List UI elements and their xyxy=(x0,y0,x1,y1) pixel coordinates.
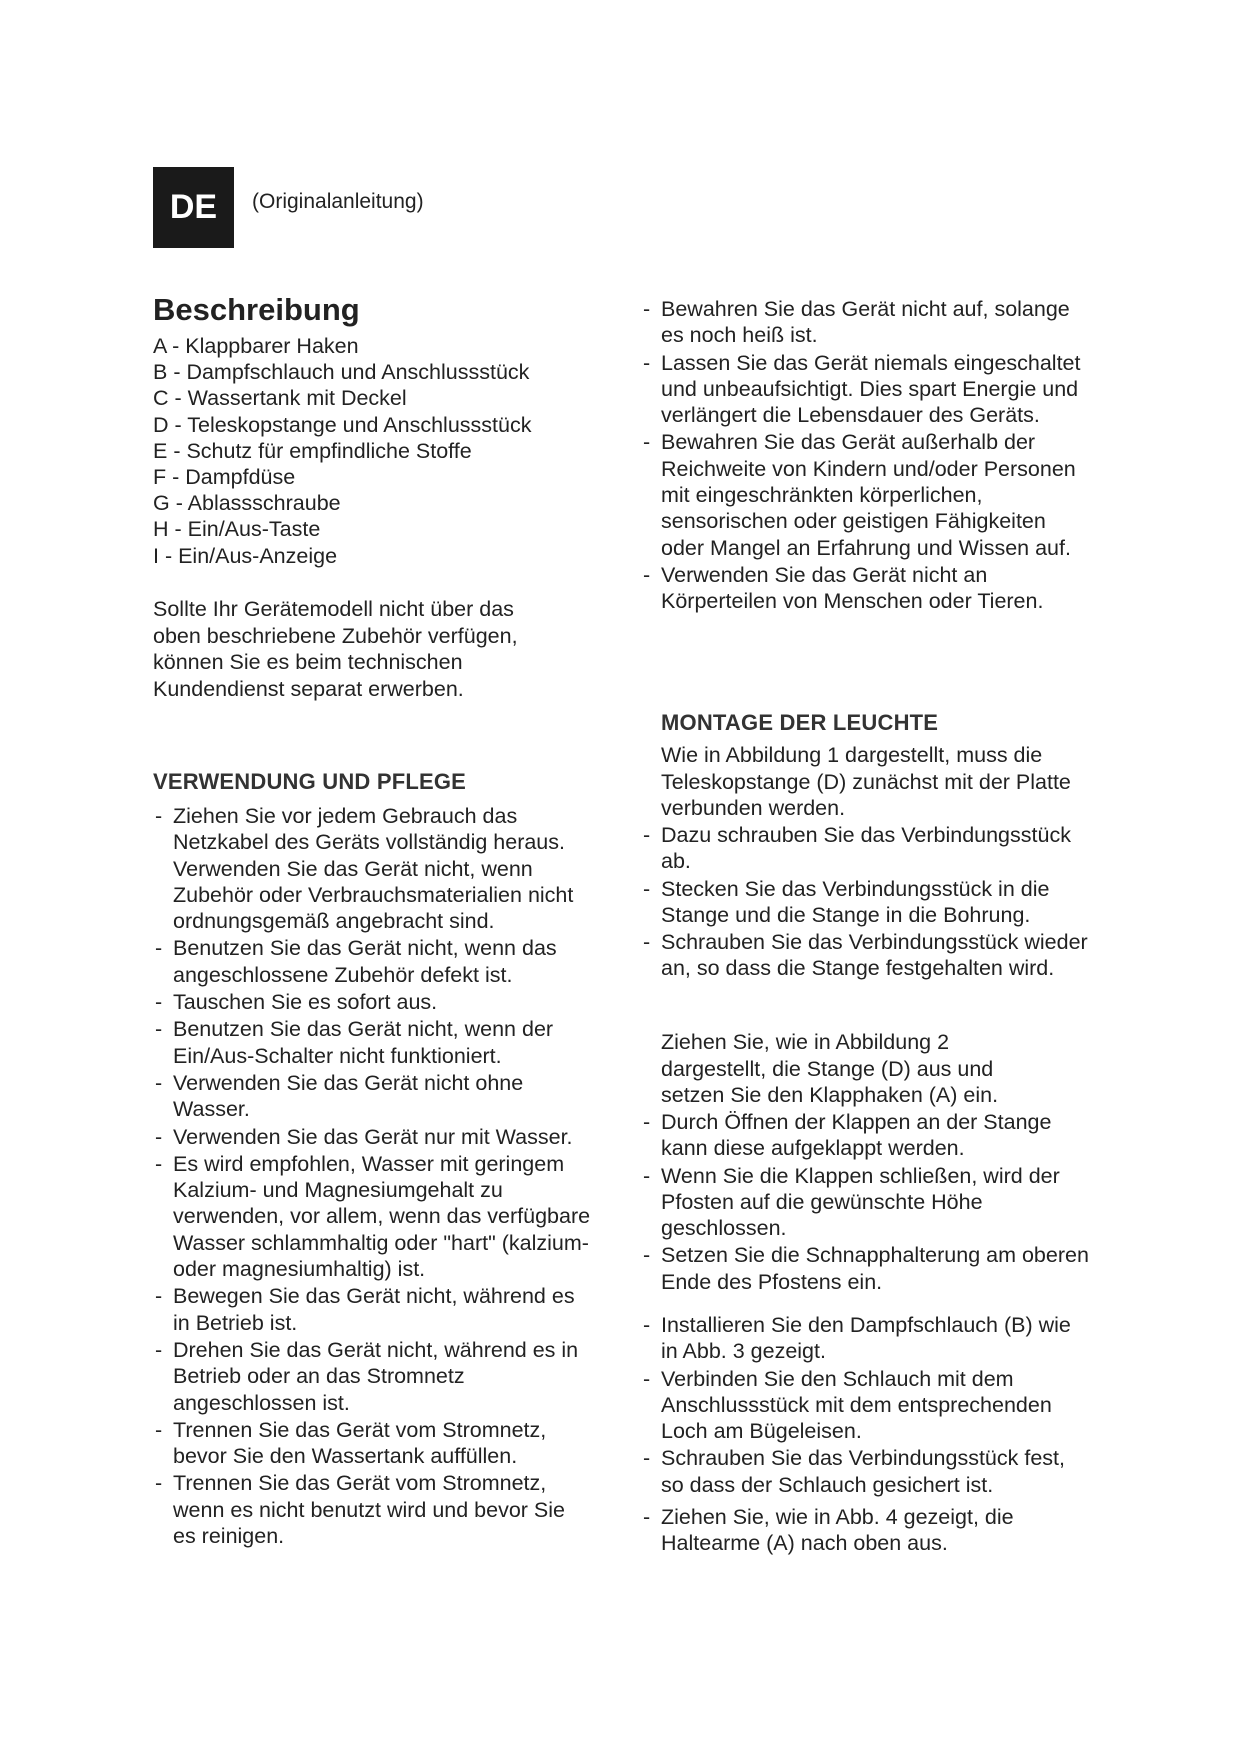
description-title: Beschreibung xyxy=(153,292,360,327)
usage-title: VERWENDUNG UND PFLEGE xyxy=(153,769,467,794)
parts-item: B - Dampfschlauch und Anschlussstück xyxy=(153,360,530,385)
assembly-paragraph-2: Ziehen Sie, wie in Abbildung 2 dargestellt, die Stange (D) aus und setzen Sie den Klapphaken (A) ein. xyxy=(661,1030,999,1107)
list-item: - Wenn Sie die Klappen schließen, wird der Pfosten auf die gewünschte Höhe geschlossen. xyxy=(641,1163,1091,1242)
assembly-steps-4 xyxy=(641,1504,1091,1558)
parts-item: E - Schutz für empfindliche Stoffe xyxy=(153,438,472,463)
list-item: - Drehen Sie das Gerät nicht, während es in Betrieb oder an das Stromnetz angeschlossen ist. xyxy=(153,1337,593,1416)
list-item: - Trennen Sie das Gerät vom Stromnetz, bevor Sie den Wassertank auffüllen. xyxy=(153,1417,593,1470)
list-item: - Tauschen Sie es sofort aus. xyxy=(153,989,593,1015)
list-item: - Verwenden Sie das Gerät nur mit Wasser. xyxy=(153,1124,593,1150)
parts-item: G - Ablassschraube xyxy=(153,491,341,516)
list-item: - Setzen Sie die Schnapphalterung am oberen Ende des Pfostens ein. xyxy=(641,1242,1091,1295)
list-item: - Es wird empfohlen, Wasser mit geringem Kalzium- und Magnesiumgehalt zu verwenden, vor allem, wenn das verfügbare Wasser schlammhaltig oder "hart" (kalzium- oder magnesiumhaltig) ist. xyxy=(153,1151,593,1282)
parts-item: D - Teleskopstange und Anschlussstück xyxy=(153,412,532,437)
list-item: - Verbinden Sie den Schlauch mit dem Anschlussstück mit dem entsprechenden Loch am Bügeleisen. xyxy=(641,1366,1091,1445)
assembly-intro: Wie in Abbildung 1 dargestellt, muss die Teleskopstange (D) zunächst mit der Platte verbunden werden. xyxy=(661,743,1071,820)
parts-item: C - Wassertank mit Deckel xyxy=(153,386,407,411)
parts-item: F - Dampfdüse xyxy=(153,465,296,490)
parts-item: A - Klappbarer Haken xyxy=(153,334,359,358)
list-item: - Bewahren Sie das Gerät außerhalb der Reichweite von Kindern und/oder Personen mit eingeschränkten körperlichen, sensorischen oder geistigen Fähigkeiten oder Mangel an Erfahrung und Wissen auf. xyxy=(641,429,1091,560)
parts-item: I - Ein/Aus-Anzeige xyxy=(153,543,338,568)
assembly-steps-2 xyxy=(641,1109,1091,1296)
language-badge: DE xyxy=(153,167,234,248)
document-subtitle: (Originalanleitung) xyxy=(252,190,424,213)
assembly-steps-3 xyxy=(641,1312,1091,1499)
list-item: - Ziehen Sie vor jedem Gebrauch das Netzkabel des Geräts vollständig heraus. Verwenden Sie das Gerät nicht, wenn Zubehör oder Verbrauchsmaterialien nicht ordnungsgemäß angebracht sind. xyxy=(153,803,593,934)
list-item: - Schrauben Sie das Verbindungsstück fest, so dass der Schlauch gesichert ist. xyxy=(641,1445,1091,1498)
list-item: - Bewegen Sie das Gerät nicht, während es in Betrieb ist. xyxy=(153,1283,593,1336)
list-item: - Bewahren Sie das Gerät nicht auf, solange es noch heiß ist. xyxy=(641,296,1091,349)
list-item: - Benutzen Sie das Gerät nicht, wenn das angeschlossene Zubehör defekt ist. xyxy=(153,935,593,988)
parts-item: H - Ein/Aus-Taste xyxy=(153,517,321,542)
assembly-steps-1 xyxy=(641,822,1091,983)
accessory-note: Sollte Ihr Gerätemodell nicht über das oben beschriebene Zubehör verfügen, können Sie es beim technischen Kundendienst separat erwerben. xyxy=(153,597,518,701)
list-item: - Durch Öffnen der Klappen an der Stange kann diese aufgeklappt werden. xyxy=(641,1109,1091,1162)
list-item: - Dazu schrauben Sie das Verbindungsstück ab. xyxy=(641,822,1091,875)
list-item: - Benutzen Sie das Gerät nicht, wenn der Ein/Aus-Schalter nicht funktioniert. xyxy=(153,1016,593,1069)
list-item: - Schrauben Sie das Verbindungsstück wieder an, so dass die Stange festgehalten wird. xyxy=(641,929,1091,982)
list-item: - Verwenden Sie das Gerät nicht ohne Wasser. xyxy=(153,1070,593,1123)
usage-list xyxy=(153,803,593,1550)
list-item: - Stecken Sie das Verbindungsstück in die Stange und die Stange in die Bohrung. xyxy=(641,876,1091,929)
assembly-title: MONTAGE DER LEUCHTE xyxy=(661,710,939,735)
list-item: - Trennen Sie das Gerät vom Stromnetz, wenn es nicht benutzt wird und bevor Sie es reinigen. xyxy=(153,1470,593,1549)
list-item: - Lassen Sie das Gerät niemals eingeschaltet und unbeaufsichtigt. Dies spart Energie und verlängert die Lebensdauer des Geräts. xyxy=(641,350,1091,429)
list-item: - Ziehen Sie, wie in Abb. 4 gezeigt, die Haltearme (A) nach oben aus. xyxy=(641,1504,1091,1557)
parts-list xyxy=(153,333,613,569)
usage-list-continued xyxy=(641,296,1091,616)
list-item: - Verwenden Sie das Gerät nicht an Körperteilen von Menschen oder Tieren. xyxy=(641,562,1091,615)
list-item: - Installieren Sie den Dampfschlauch (B) wie in Abb. 3 gezeigt. xyxy=(641,1312,1091,1365)
